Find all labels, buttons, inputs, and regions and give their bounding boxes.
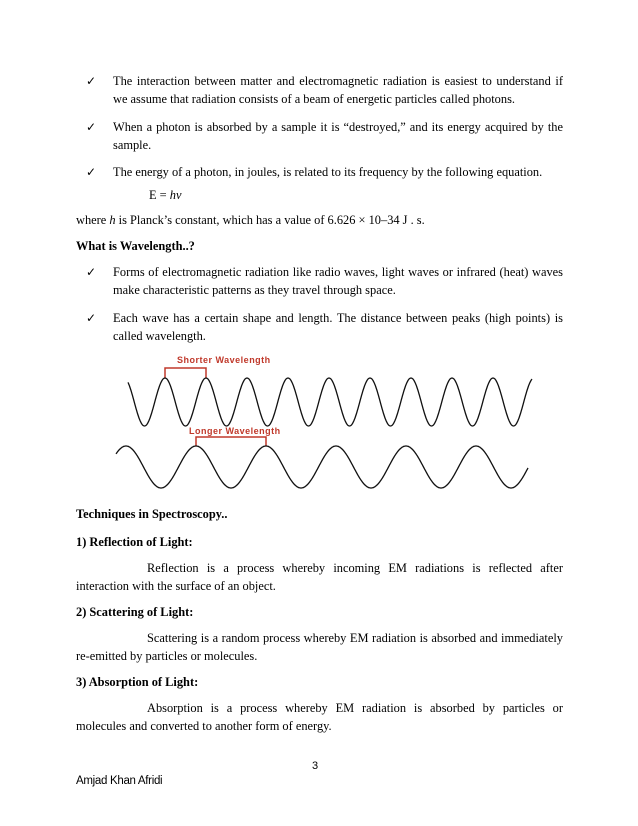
check-icon: ✓ (86, 120, 97, 134)
planck-post: is Planck’s constant, which has a value of 6.626 × 10–34 J . s. (115, 213, 425, 227)
bullet-text: Each wave has a certain shape and length. The distance between peaks (high points) is called wavelength. (113, 311, 563, 343)
bullet-text: The energy of a photon, in joules, is related to its frequency by the following equation. (113, 165, 543, 179)
longer-wavelength-bracket (196, 437, 266, 446)
check-icon: ✓ (86, 311, 97, 325)
short-wave (128, 378, 532, 426)
check-icon: ✓ (86, 265, 97, 279)
section-title: 1) Reflection of Light: (76, 535, 193, 549)
section-body: Absorption is a process whereby EM radiation is absorbed by particles or molecules and converted to another form of energy. (76, 701, 563, 733)
planck-h: h (109, 213, 116, 227)
planck-constant-line (76, 211, 425, 229)
wavelength-figure (100, 352, 540, 502)
longer-wavelength-label: Longer Wavelength (189, 426, 281, 436)
section-title: 3) Absorption of Light: (76, 675, 199, 689)
bullet-text: The interaction between matter and electromagnetic radiation is easiest to understand if we assume that radiation consists of a beam of energetic particles called photons. (113, 74, 563, 106)
bullet-text: Forms of electromagnetic radiation like radio waves, light waves or infrared (heat) waves make characteristic patterns as they travel through space. (113, 265, 563, 297)
check-icon: ✓ (86, 74, 97, 88)
techniques-heading: Techniques in Spectroscopy.. (76, 507, 228, 521)
section-title: 2) Scattering of Light: (76, 605, 194, 619)
planck-pre: where (76, 213, 110, 227)
page-number: 3 (312, 760, 319, 772)
shorter-wavelength-label: Shorter Wavelength (177, 355, 271, 365)
section-body: Scattering is a random process whereby EM radiation is absorbed and immediately re-emitted by particles or molecules. (76, 631, 563, 663)
equation (149, 186, 181, 204)
bullet-text: When a photon is absorbed by a sample it is “destroyed,” and its energy acquired by the sample. (113, 120, 563, 152)
section-body: Reflection is a process whereby incoming EM radiations is reflected after interaction with the surface of an object. (76, 561, 563, 593)
author-name: Amjad Khan Afridi (76, 775, 163, 787)
wavelength-heading: What is Wavelength..? (76, 239, 195, 253)
shorter-wavelength-bracket (165, 368, 206, 378)
long-wave (116, 446, 528, 488)
check-icon: ✓ (86, 165, 97, 179)
equation-text: E = hv (149, 188, 182, 202)
